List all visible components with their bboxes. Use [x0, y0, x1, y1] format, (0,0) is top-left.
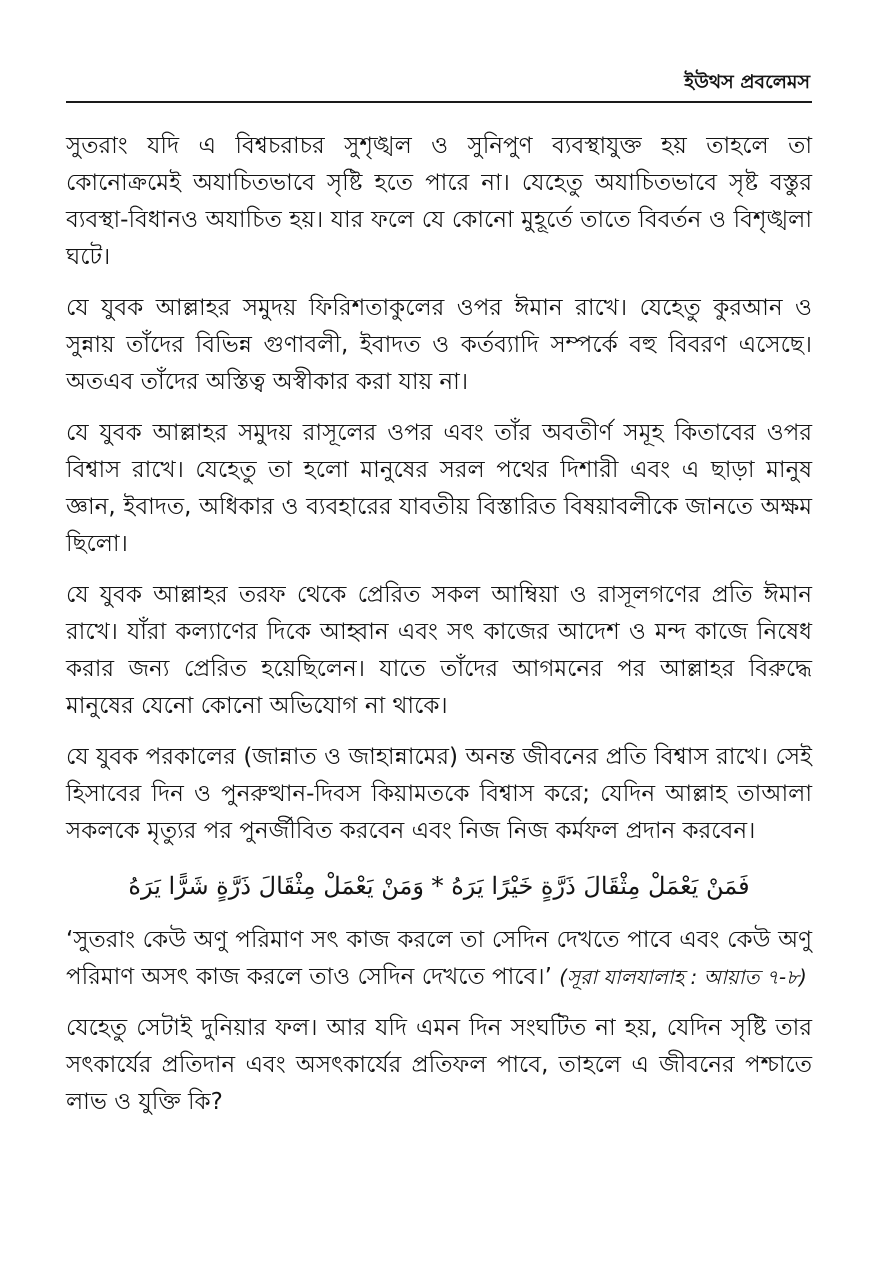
translation-text: ‘সুতরাং কেউ অণু পরিমাণ সৎ কাজ করলে তা সেদিন দেখতে পাবে এবং কেউ অণু পরিমাণ অসৎ কাজ করলে তাও সেদিন দেখতে পাবে।’: [66, 927, 812, 990]
paragraph-prophets: যে যুবক আল্লাহর তরফ থেকে প্রেরিত সকল আম্বিয়া ও রাসূলগণের প্রতি ঈমান রাখে। যাঁরা কল্যাণের দিকে আহ্বান এবং সৎ কাজের আদেশ ও মন্দ কাজে নিষেধ করার জন্য প্রেরিত হয়েছিলেন। যাতে তাঁদের আগমনের পর আল্লাহর বিরুদ্ধে মানুষের যেনো কোনো অভিযোগ না থাকে।: [66, 582, 812, 719]
paragraph-universe-order: সুতরাং যদি এ বিশ্বচরাচর সুশৃঙ্খল ও সুনিপুণ ব্যবস্থাযুক্ত হয় তাহলে তা কোনোক্রমেই অযাচিতভাবে সৃষ্টি হতে পারে না। যেহেতু অযাচিতভাবে সৃষ্ট বস্তুর ব্যবস্থা-বিধানও অযাচিত হয়। যার ফলে যে কোনো মুহূর্তে তাতে বিবর্তন ও বিশৃঙ্খলা ঘটে।: [66, 133, 813, 270]
paragraph-afterlife: যে যুবক পরকালের (জান্নাত ও জাহান্নামের) অনন্ত জীবনের প্রতি বিশ্বাস রাখে। সেই হিসাবের দিন ও পুনরুত্থান-দিবস কিয়ামতকে বিশ্বাস করে; যেদিন আল্লাহ তাআলা সকলকে মৃত্যুর পর পুনর্জীবিত করবেন এবং নিজ নিজ কর্মফল প্রদান করবেন।: [66, 744, 812, 844]
header-rule: [66, 101, 812, 103]
paragraph-messengers-books: যে যুবক আল্লাহর সমুদয় রাসূলের ওপর এবং তাঁর অবতীর্ণ সমূহ কিতাবের ওপর বিশ্বাস রাখে। যেহেতু তা হলো মানুষের সরল পথের দিশারী এবং এ ছাড়া মানুষ জ্ঞান, ইবাদত, অধিকার ও ব্যবহারের যাবতীয় বিস্তারিত বিষয়াবলীকে জানতে অক্ষম ছিলো।: [66, 420, 812, 557]
verse-citation: (সূরা যালযালাহ : আয়াত ৭-৮): [559, 965, 807, 989]
page-body: [66, 128, 812, 1135]
paragraph-closing: যেহেতু সেটাই দুনিয়ার ফল। আর যদি এমন দিন সংঘটিত না হয়, যেদিন সৃষ্টি তার সৎকার্যের প্রতিদান এবং অসৎকার্যের প্রতিফল পাবে, তাহলে এ জীবনের পশ্চাতে লাভ ও যুক্তি কি?: [66, 1015, 812, 1115]
paragraph-angels: যে যুবক আল্লাহর সমুদয় ফিরিশতাকুলের ওপর ঈমান রাখে। যেহেতু কুরআন ও সুন্নায় তাঁদের বিভিন্ন গুণাবলী, ইবাদত ও কর্তব্যাদি সম্পর্কে বহু বিবরণ এসেছে। অতএব তাঁদের অস্তিত্ব অস্বীকার করা যায় না।: [66, 295, 812, 395]
verse-translation: [66, 922, 812, 996]
running-header-title: ইউথস প্রবলেমস: [684, 71, 810, 93]
arabic-verse: فَمَنْ يَعْمَلْ مِثْقَالَ ذَرَّةٍ خَيْرًا يَرَهُ * وَمَنْ يَعْمَلْ مِثْقَالَ ذَرَّةٍ شَرًّا يَرَهُ: [128, 872, 750, 900]
